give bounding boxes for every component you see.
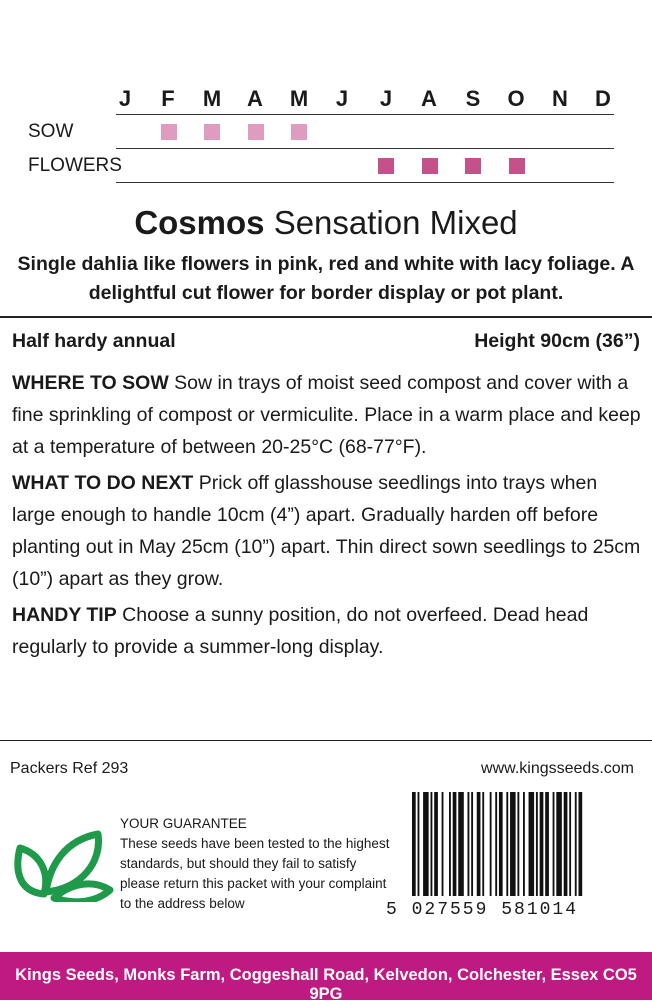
month-feb: F — [161, 86, 175, 111]
month-jun: J — [335, 86, 349, 111]
barcode-bar — [579, 792, 583, 896]
month-apr: A — [247, 86, 263, 111]
barcode-bar — [453, 792, 457, 896]
plant-type: Half hardy annual — [12, 330, 176, 352]
month-mar: M — [202, 86, 222, 111]
barcode-bar — [477, 792, 481, 896]
barcode-bar — [564, 792, 568, 896]
barcode-bar — [510, 792, 516, 896]
calendar-rule-middle — [116, 148, 614, 149]
where-to-sow-text: Sow in trays of moist seed compost and cover with a fine sprinkling of compost or vermiculite. Place in a warm place and keep at a temperature of between 20-25°C (68-77°F). — [12, 372, 641, 458]
where-to-sow-section — [12, 367, 642, 463]
divider-top — [0, 316, 652, 318]
flowers-row-label: FLOWERS — [28, 155, 122, 176]
month-may: M — [289, 86, 309, 111]
guarantee-text: These seeds have been tested to the highest standards, but should they fail to satisfy please return this packet with your complaint to the address below — [120, 836, 390, 911]
barcode-number: 5 027559 581014 — [386, 900, 579, 920]
barcode-bar — [536, 792, 538, 896]
footer-bar — [0, 952, 652, 1003]
sow-marker-may — [291, 124, 307, 140]
barcode-bar — [553, 792, 555, 896]
sow-marker-mar — [204, 124, 220, 140]
what-to-do-next-section — [12, 467, 642, 595]
barcode-bar — [490, 792, 492, 896]
flower-marker-sep — [465, 158, 481, 174]
barcode-bar — [458, 792, 464, 896]
footer-address: Kings Seeds, Monks Farm, Coggeshall Road, Kelvedon, Colchester, Essex CO5 9PG — [15, 966, 637, 1003]
barcode-bar — [418, 792, 420, 896]
barcode-bar — [569, 792, 571, 896]
where-to-sow-heading: WHERE TO SOW — [12, 372, 169, 394]
packers-ref: Packers Ref 293 — [10, 760, 129, 777]
flower-marker-jul — [378, 158, 394, 174]
barcode-bar — [556, 792, 562, 896]
product-description: Single dahlia like flowers in pink, red and white with lacy foliage. A delightful cut flower for border display or pot plant. — [17, 253, 635, 304]
barcode-bar — [434, 792, 438, 896]
handy-tip-text: Choose a sunny position, do not overfeed. Dead head regularly to provide a summer-long display. — [12, 604, 589, 658]
website-link: www.kingsseeds.com — [481, 760, 634, 777]
barcode-bar — [412, 792, 416, 896]
flower-marker-oct — [509, 158, 525, 174]
month-dec: D — [595, 86, 611, 111]
barcode-bar — [442, 792, 444, 896]
month-nov: N — [552, 86, 568, 111]
handy-tip-section — [12, 599, 642, 663]
month-jan: J — [118, 86, 132, 111]
barcode-bar — [506, 792, 508, 896]
barcode-bar — [540, 792, 544, 896]
month-aug: A — [421, 86, 437, 111]
barcode-bar — [471, 792, 473, 896]
plant-height: Height 90cm (36”) — [474, 330, 640, 352]
sow-marker-feb — [161, 124, 177, 140]
barcode-bar — [482, 792, 484, 896]
what-to-do-next-heading: WHAT TO DO NEXT — [12, 472, 194, 494]
month-jul: J — [379, 86, 393, 111]
flower-marker-aug — [422, 158, 438, 174]
product-title-bold: Cosmos — [134, 204, 265, 241]
sow-row-label: SOW — [28, 121, 74, 142]
barcode-bar — [431, 792, 433, 896]
product-title-rest: Sensation Mixed — [273, 204, 518, 241]
calendar-rule-bottom — [116, 182, 614, 183]
barcode-bar — [523, 792, 525, 896]
barcode-bar — [495, 792, 497, 896]
guarantee-heading: YOUR GUARANTEE — [120, 816, 247, 831]
calendar-rule-top — [116, 114, 614, 115]
sow-marker-apr — [248, 124, 264, 140]
month-oct: O — [507, 86, 525, 111]
handy-tip-heading: HANDY TIP — [12, 604, 117, 626]
barcode-bar — [468, 792, 470, 896]
barcode-bar — [449, 792, 451, 896]
leaf-logo-icon — [10, 828, 114, 902]
month-sep: S — [465, 86, 481, 111]
barcode-bar — [545, 792, 549, 896]
barcode-bar — [517, 792, 519, 896]
guarantee-block — [120, 814, 390, 914]
barcode-bar — [423, 792, 429, 896]
divider-bottom — [0, 740, 652, 741]
barcode-icon — [412, 792, 632, 896]
product-title — [0, 204, 652, 242]
what-to-do-next-text: Prick off glasshouse seedlings into trays when large enough to handle 10cm (4”) apart. Gradually harden off before planting out in May 25cm (10”) apart. Thin direct sown seedlings to 25cm (10”) apart as they grow. — [12, 472, 641, 590]
barcode-bar — [529, 792, 535, 896]
barcode-bar — [575, 792, 577, 896]
barcode-bar — [499, 792, 503, 896]
